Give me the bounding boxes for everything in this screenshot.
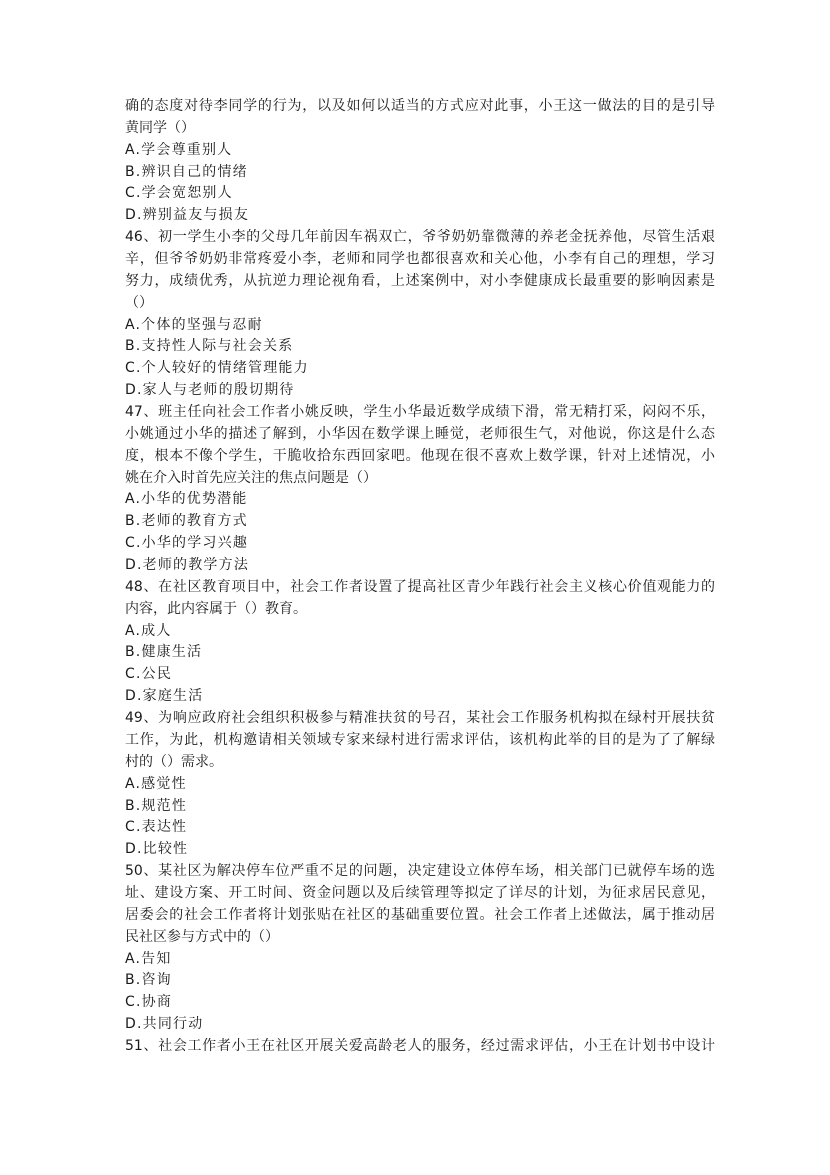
question-text-line: 确的态度对待李同学的行为，以及如何以适当的方式应对此事，小王这一做法的目的是引导 xyxy=(125,98,715,114)
option-d: D.辨别益友与损友 xyxy=(125,207,250,224)
option-c: C.协商 xyxy=(125,994,173,1011)
question-45-continued xyxy=(125,96,715,227)
option-b: B.健康生活 xyxy=(125,644,203,661)
question-text-line: 49、为响应政府社会组织积极参与精准扶贫的号召，某社会工作服务机构拟在绿村开展扶贫 xyxy=(125,710,715,727)
option-c: C.个人较好的情绪管理能力 xyxy=(125,360,309,377)
option-d: D.共同行动 xyxy=(125,1016,204,1033)
option-a: A.小华的优势潜能 xyxy=(125,491,248,508)
question-text-line: 51、社会工作者小王在社区开展关爱高龄老人的服务，经过需求评估，小王在计划书中设计 xyxy=(125,1037,715,1054)
option-b: B.规范性 xyxy=(125,797,188,814)
question-text-line: 姚在介入时首先应关注的焦点问题是（） xyxy=(125,469,377,486)
question-text-line: 47、班主任向社会工作者小姚反映，学生小华最近数学成绩下滑，常无精打采，闷闷不乐， xyxy=(125,404,715,421)
question-text-line: 内容，此内容属于（）教育。 xyxy=(125,600,307,617)
question-text-line: 工作，为此，机构邀请相关领域专家来绿村进行需求评估，该机构此举的目的是为了了解绿 xyxy=(125,731,715,748)
question-50 xyxy=(125,861,715,1036)
option-c: C.公民 xyxy=(125,666,173,683)
question-49 xyxy=(125,708,715,861)
question-text-line: 址、建设方案、开工时间、资金问题以及后续管理等拟定了详尽的计划，为征求居民意见， xyxy=(125,884,715,901)
option-d: D.比较性 xyxy=(125,841,189,858)
option-a: A.个体的坚强与忍耐 xyxy=(125,316,263,333)
option-d: D.家人与老师的殷切期待 xyxy=(125,382,295,399)
option-c: C.小华的学习兴趣 xyxy=(125,535,249,552)
option-d: D.老师的教学方法 xyxy=(125,557,250,574)
option-b: B.老师的教育方式 xyxy=(125,513,248,530)
question-text-line: 50、某社区为解决停车位严重不足的问题，决定建设立体停车场，相关部门已就停车场的选 xyxy=(125,863,715,880)
question-text-line: 民社区参与方式中的（） xyxy=(125,928,279,945)
question-text-line: 46、初一学生小李的父母几年前因车祸双亡，爷爷奶奶靠微薄的养老金抚养他，尽管生活艰 xyxy=(125,229,715,246)
option-b: B.支持性人际与社会关系 xyxy=(125,338,294,355)
question-text-line: 度，根本不像个学生，干脆收拾东西回家吧。他现在很不喜欢上数学课，针对上述情况，小 xyxy=(125,447,715,464)
option-a: A.成人 xyxy=(125,622,172,639)
option-a: A.告知 xyxy=(125,950,172,967)
option-a: A.感觉性 xyxy=(125,775,187,792)
question-text-line: （） xyxy=(125,294,153,311)
question-text-line: 48、在社区教育项目中，社会工作者设置了提高社区青少年践行社会主义核心价值观能力的 xyxy=(125,578,715,595)
option-c: C.表达性 xyxy=(125,819,188,836)
question-47 xyxy=(125,402,715,577)
question-text-line: 居委会的社会工作者将计划张贴在社区的基础重要位置。社会工作者上述做法，属于推动居 xyxy=(125,906,715,923)
option-d: D.家庭生活 xyxy=(125,688,204,705)
option-b: B.辨识自己的情绪 xyxy=(125,163,248,180)
option-c: C.学会宽恕别人 xyxy=(125,185,233,202)
option-a: A.学会尊重别人 xyxy=(125,141,233,158)
question-text-line: 努力，成绩优秀，从抗逆力理论视角看，上述案例中，对小李健康成长最重要的影响因素是 xyxy=(125,272,715,289)
question-48 xyxy=(125,577,715,708)
question-text-line: 黄同学（） xyxy=(125,119,195,136)
option-b: B.咨询 xyxy=(125,972,172,989)
question-text-line: 辛，但爷爷奶奶非常疼爱小李，老师和同学也都很喜欢和关心他，小李有自己的理想，学习 xyxy=(125,251,715,268)
question-text-line: 村的（）需求。 xyxy=(125,753,223,770)
question-51 xyxy=(125,1036,715,1058)
question-text-line: 小姚通过小华的描述了解到，小华因在数学课上睡觉，老师很生气，对他说，你这是什么态 xyxy=(125,425,715,442)
question-46 xyxy=(125,227,715,402)
document-page xyxy=(125,96,715,1058)
